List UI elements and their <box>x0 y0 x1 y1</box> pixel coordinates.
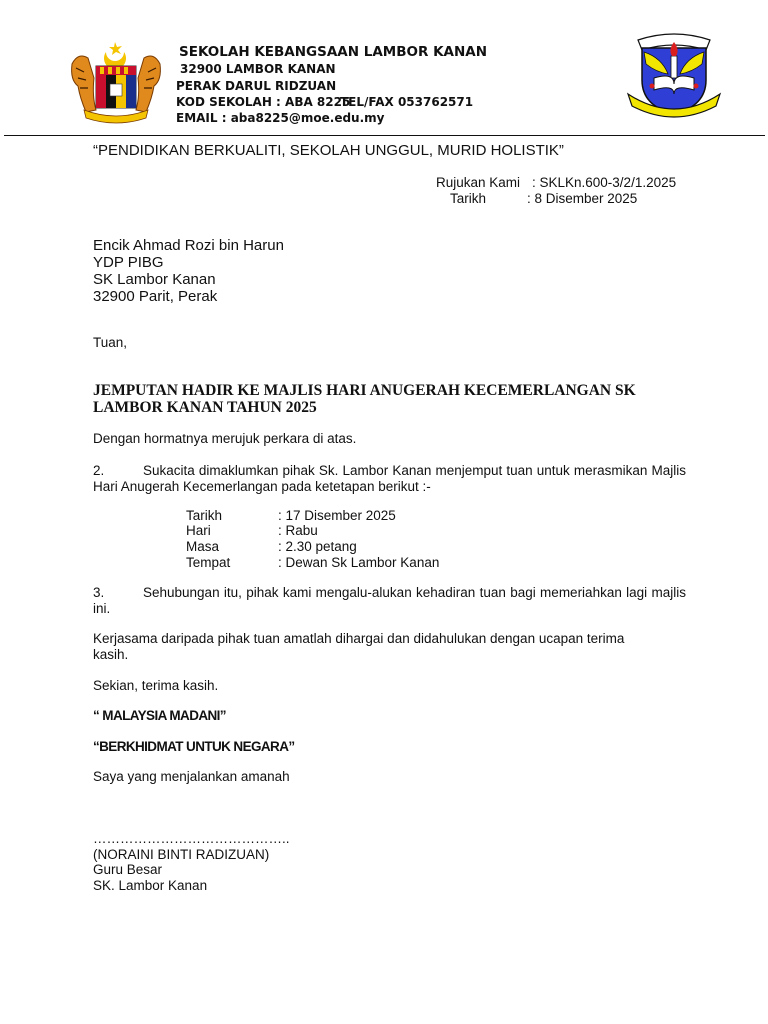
recipient-title: YDP PIBG <box>93 254 164 271</box>
detail-value: : Rabu <box>278 523 318 538</box>
slogan-malaysia-madani: “ MALAYSIA MADANI” <box>93 708 226 723</box>
paragraph-3-text: Sehubungan itu, pihak kami mengalu-alukan kehadiran tuan bagi memeriahkan lagi majlis ini. <box>93 585 686 616</box>
signatory-name: (NORAINI BINTI RADIZUAN) <box>93 847 270 862</box>
school-code: KOD SEKOLAH : ABA 8225 <box>176 95 351 109</box>
paragraph-2-text: Sukacita dimaklumkan pihak Sk. Lambor Kanan menjemput tuan untuk merasmikan Majlis Hari Anugerah Kecemerlangan pada ketetapan berikut :- <box>93 463 686 494</box>
recipient-school: SK Lambor Kanan <box>93 271 216 288</box>
signature-dots: …………………………………….. <box>93 831 290 846</box>
detail-value: : 2.30 petang <box>278 539 357 554</box>
detail-label: Tarikh <box>186 508 223 523</box>
signatory-position: Guru Besar <box>93 862 163 877</box>
postcode-line: 32900 LAMBOR KANAN <box>180 62 336 76</box>
detail-label: Hari <box>186 523 211 538</box>
school-name: SEKOLAH KEBANGSAAN LAMBOR KANAN <box>179 44 488 60</box>
date-value: : 8 Disember 2025 <box>527 191 638 206</box>
reference-label: Rujukan Kami <box>436 175 521 190</box>
cooperation-paragraph: Kerjasama daripada pihak tuan amatlah dihargai dan didahulukan dengan ucapan terima kasih. <box>93 631 625 662</box>
telfax: TEL/FAX 053762571 <box>340 95 474 109</box>
detail-value: : Dewan Sk Lambor Kanan <box>278 555 440 570</box>
coat-of-arms-icon <box>66 38 166 124</box>
recipient-name: Encik Ahmad Rozi bin Harun <box>93 237 284 254</box>
detail-label: Tempat <box>186 555 231 570</box>
school-badge-icon <box>626 28 722 120</box>
school-motto: “PENDIDIKAN BERKUALITI, SEKOLAH UNGGUL, MURID HOLISTIK” <box>93 142 564 159</box>
paragraph-2-number: 2. <box>93 463 105 478</box>
paragraph-2 <box>93 463 686 495</box>
detail-value: : 17 Disember 2025 <box>278 508 396 523</box>
state-line: PERAK DARUL RIDZUAN <box>176 79 337 93</box>
date-label: Tarikh <box>450 191 487 206</box>
reference-value: : SKLKn.600-3/2/1.2025 <box>532 175 677 190</box>
closing-line: Sekian, terima kasih. <box>93 678 219 693</box>
recipient-address: 32900 Parit, Perak <box>93 288 218 305</box>
header-divider <box>4 135 765 136</box>
slogan-berkhidmat: “BERKHIDMAT UNTUK NEGARA” <box>93 739 295 754</box>
letter-subject: JEMPUTAN HADIR KE MAJLIS HARI ANUGERAH KECEMERLANGAN SK LAMBOR KANAN TAHUN 2025 <box>93 382 636 416</box>
trust-line: Saya yang menjalankan amanah <box>93 769 290 784</box>
detail-label: Masa <box>186 539 220 554</box>
paragraph-3 <box>93 585 686 617</box>
school-email: EMAIL : aba8225@moe.edu.my <box>176 111 385 125</box>
intro-paragraph: Dengan hormatnya merujuk perkara di atas. <box>93 431 357 446</box>
salutation: Tuan, <box>93 335 128 350</box>
paragraph-3-number: 3. <box>93 585 105 600</box>
signatory-school: SK. Lambor Kanan <box>93 878 208 893</box>
